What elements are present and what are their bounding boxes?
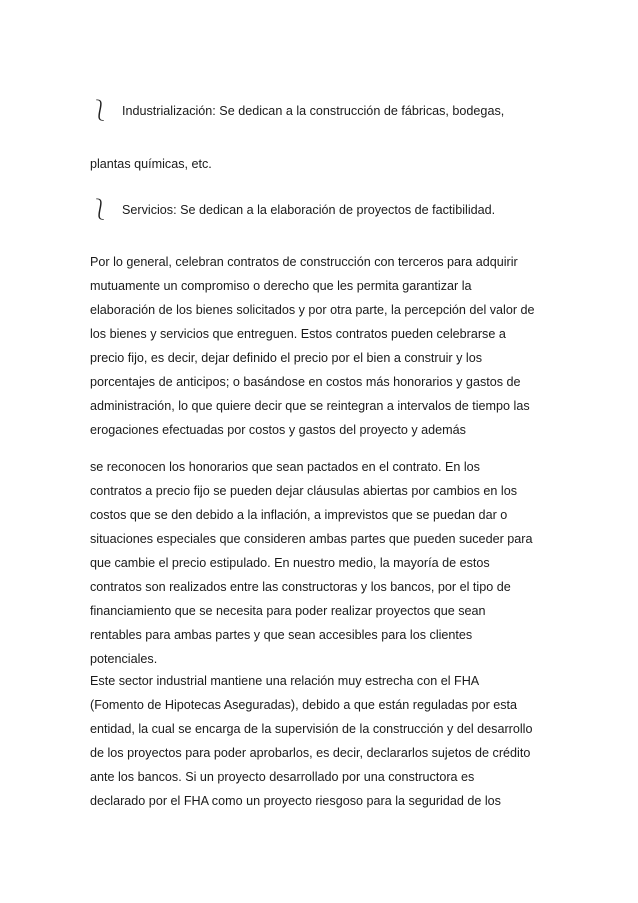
text-line: costos que se den debido a la inflación, a imprevistos que se puedan dar o: [90, 508, 508, 522]
text-line: declarado por el FHA como un proyecto riesgoso para la seguridad de los: [90, 794, 501, 808]
text-line: financiamiento que se necesita para poder realizar proyectos que sean: [90, 604, 486, 618]
text-line: que cambie el precio estipulado. En nuestro medio, la mayoría de estos: [90, 556, 490, 570]
text-line: Este sector industrial mantiene una relación muy estrecha con el FHA: [90, 674, 480, 688]
bullet-continuation-text: plantas químicas, etc.: [90, 157, 212, 171]
text-line: erogaciones efectuadas por costos y gastos del proyecto y además: [90, 423, 466, 437]
text-line: potenciales.: [90, 652, 158, 666]
text-line: Por lo general, celebran contratos de construcción con terceros para adquirir: [90, 255, 518, 269]
text-line: (Fomento de Hipotecas Aseguradas), debido a que están reguladas por esta: [90, 698, 518, 712]
text-line: rentables para ambas partes y que sean accesibles para los clientes: [90, 628, 473, 642]
text-line: porcentajes de anticipos; o basándose en costos más honorarios y gastos de: [90, 375, 521, 389]
text-line: los bienes y servicios que entreguen. Estos contratos pueden celebrarse a: [90, 327, 506, 341]
text-line: entidad, la cual se encarga de la supervisión de la construcción y del desarrollo: [90, 722, 533, 736]
text-line: mutuamente un compromiso o derecho que les permita garantizar la: [90, 279, 472, 293]
text-line: precio fijo, es decir, dejar definido el precio por el bien a construir y los: [90, 351, 483, 365]
text-line: de los proyectos para poder aprobarlos, es decir, declararlos sujetos de crédito: [90, 746, 531, 760]
bullet-marker-icon: ⎱: [90, 197, 110, 221]
bullet-text: Servicios: Se dedican a la elaboración de proyectos de factibilidad.: [122, 203, 496, 217]
text-line: elaboración de los bienes solicitados y por otra parte, la percepción del valor de: [90, 303, 535, 317]
text-line: administración, lo que quiere decir que se reintegran a intervalos de tiempo las: [90, 399, 530, 413]
text-line: ante los bancos. Si un proyecto desarrollado por una constructora es: [90, 770, 475, 784]
text-line: se reconocen los honorarios que sean pactados en el contrato. En los: [90, 460, 480, 474]
text-line: contratos son realizados entre las constructoras y los bancos, por el tipo de: [90, 580, 511, 594]
text-line: contratos a precio fijo se pueden dejar cláusulas abiertas por cambios en los: [90, 484, 518, 498]
bullet-marker-icon: ⎱: [90, 98, 110, 122]
bullet-text: Industrialización: Se dedican a la construcción de fábricas, bodegas,: [122, 104, 505, 118]
text-line: situaciones especiales que consideren ambas partes que pueden suceder para: [90, 532, 533, 546]
